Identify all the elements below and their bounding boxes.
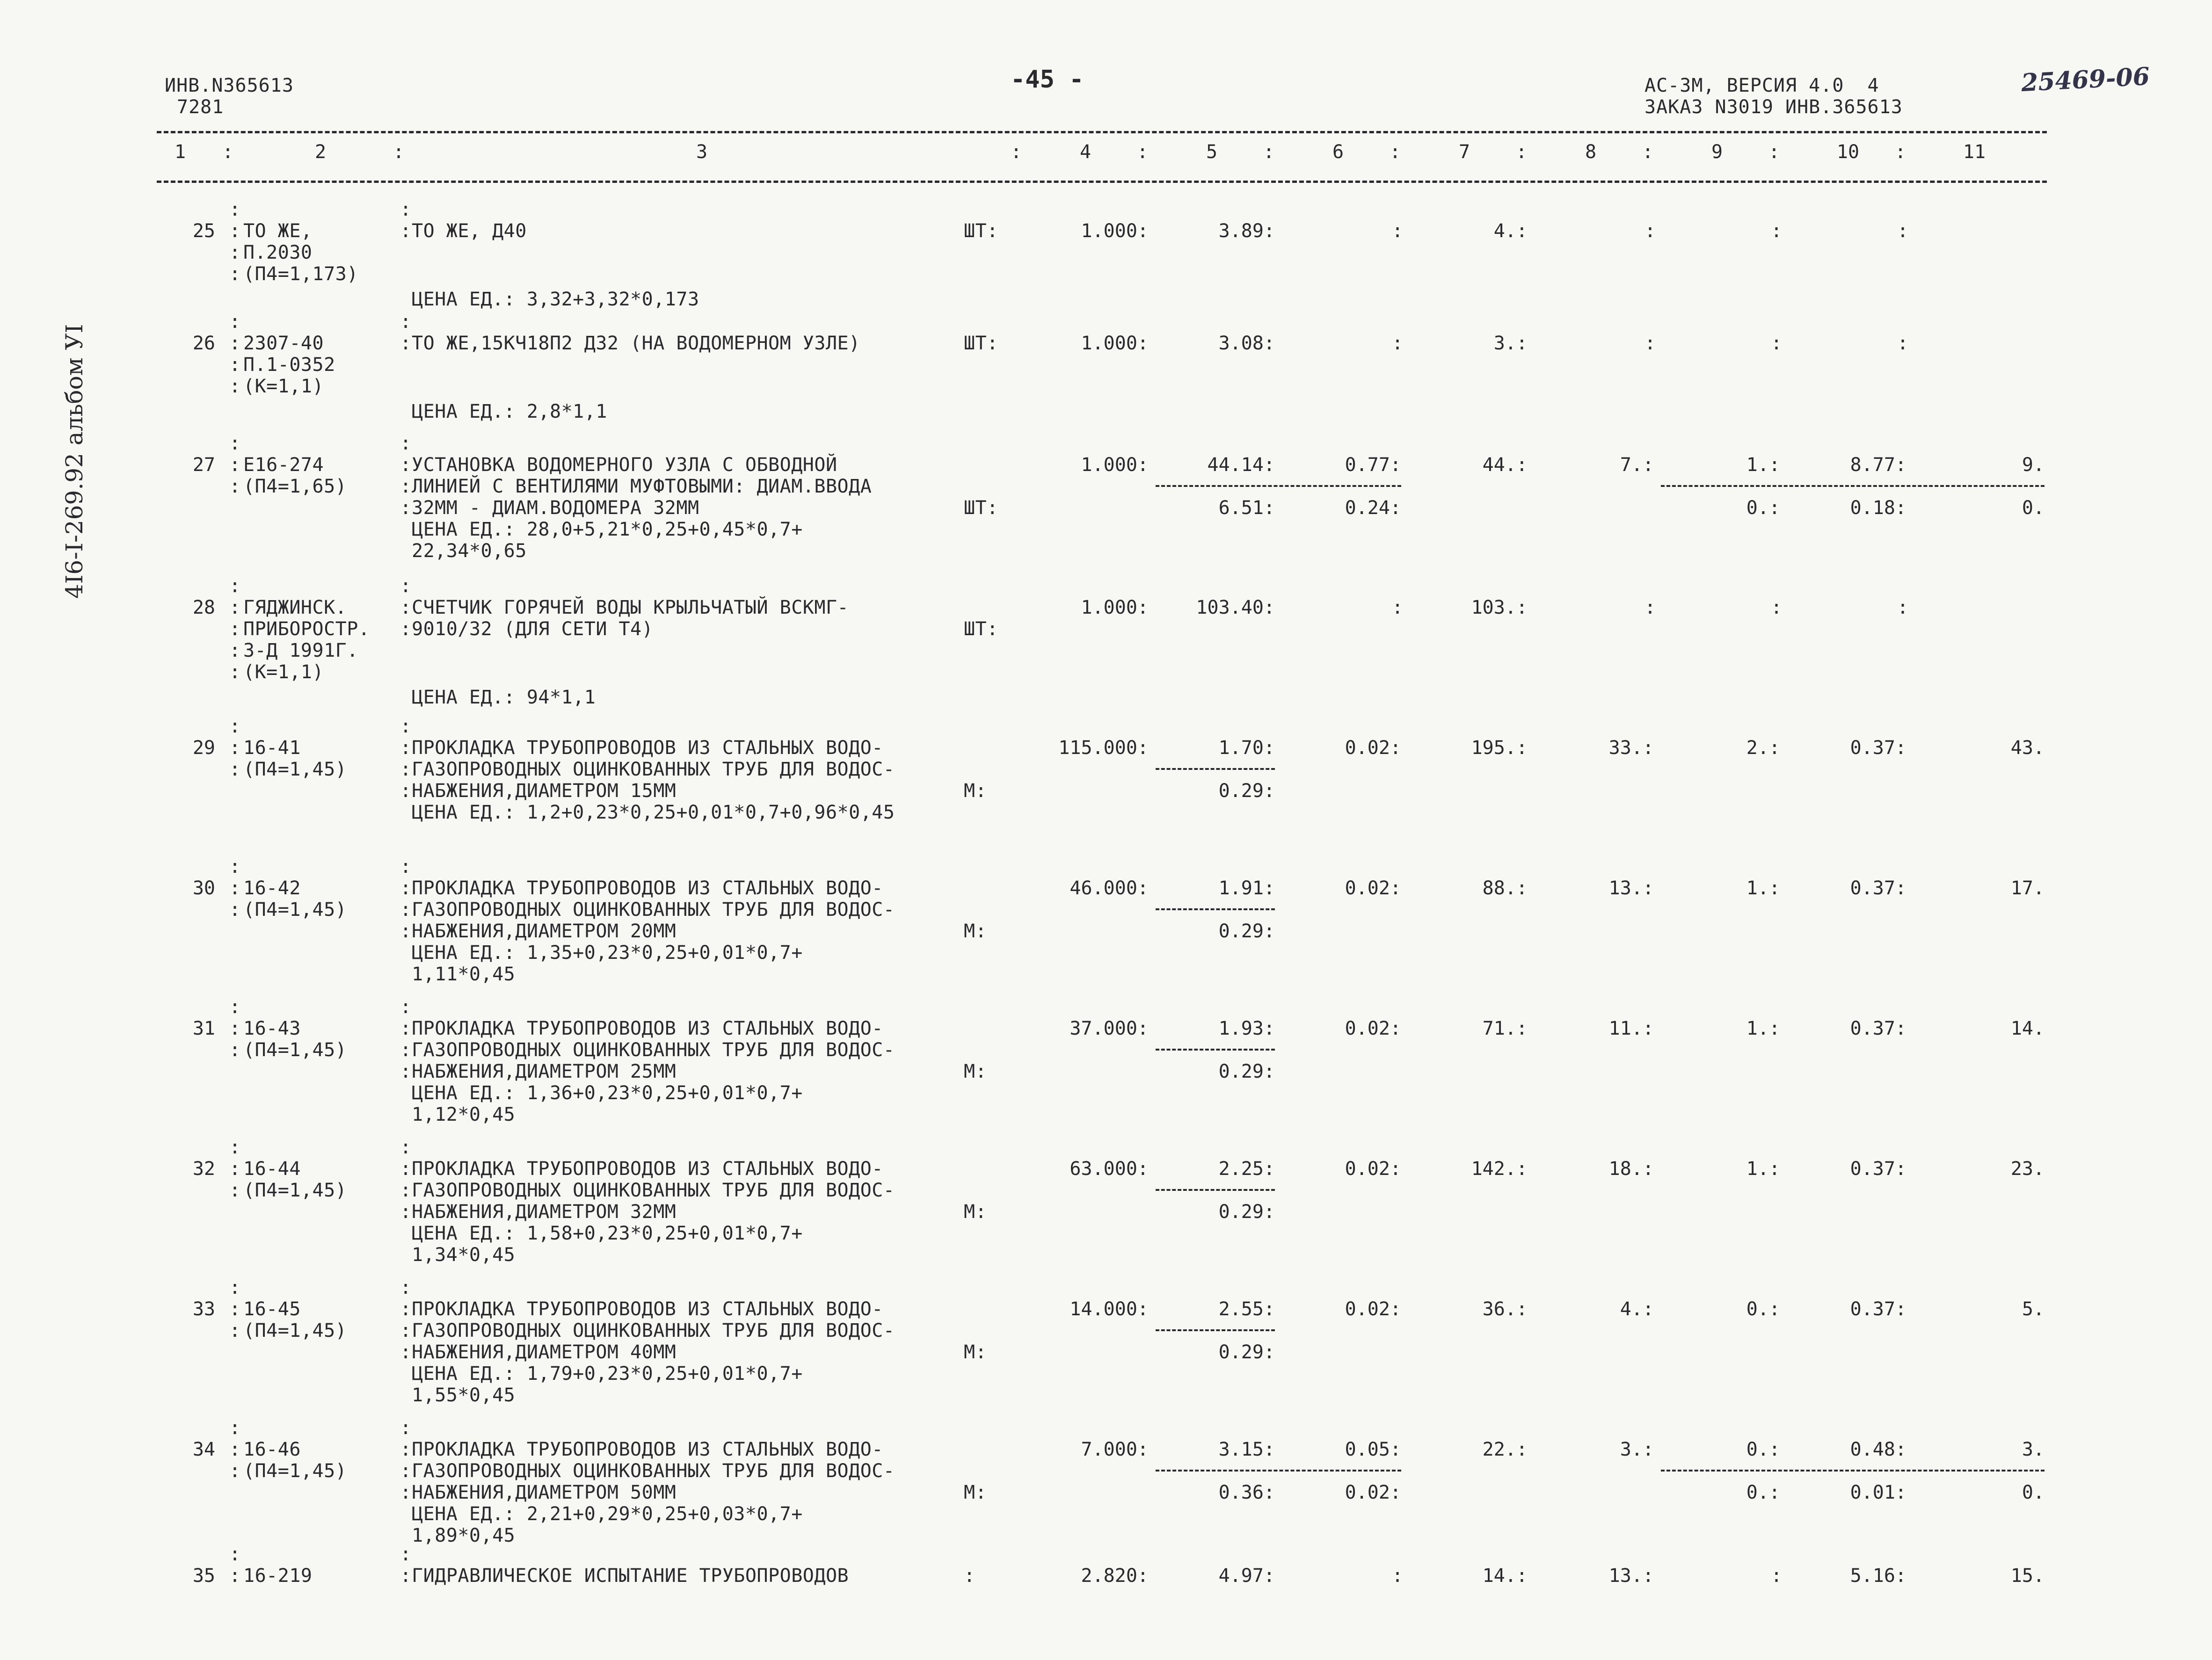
row-leading-colon: :	[229, 311, 241, 333]
unit-price-formula: ЦЕНА ЕД.: 2,21+0,29*0,25+0,03*0,7+ 1,89*0,45	[412, 1503, 803, 1546]
value-col-7: 44.:	[1482, 454, 1528, 476]
item-code: (П4=1,45)	[243, 1039, 347, 1061]
value-col-7: 14.:	[1482, 1565, 1528, 1587]
desc-colon: :	[400, 618, 412, 640]
value-col-6: 0.02:	[1345, 1158, 1401, 1180]
subtotal-dash-separator	[1156, 1049, 1275, 1051]
desc-colon: :	[400, 333, 412, 354]
item-description: ТО ЖЕ,15КЧ18П2 Д32 (НА ВОДОМЕРНОМ УЗЛЕ)	[412, 333, 860, 354]
item-code: 16-43	[243, 1018, 301, 1039]
secondary-value-col-5: 0.36:	[1218, 1482, 1275, 1503]
column-header-9: 9	[1711, 141, 1723, 163]
item-code: (П4=1,65)	[243, 476, 347, 497]
item-code: Е16-274	[243, 454, 324, 476]
secondary-value-col-5: 0.29:	[1218, 1061, 1275, 1082]
unit-of-measure: М:	[964, 1341, 987, 1363]
value-col-11: 43.	[2010, 737, 2045, 759]
item-description: НАБЖЕНИЯ,ДИАМЕТРОМ 40ММ	[412, 1341, 677, 1363]
item-description: СЧЕТЧИК ГОРЯЧЕЙ ВОДЫ КРЫЛЬЧАТЫЙ ВСКМГ-	[412, 597, 849, 618]
empty-cell-colon: :	[1771, 333, 1783, 354]
item-code: П.1-0352	[243, 354, 335, 376]
code-colon: :	[229, 1158, 241, 1180]
value-col-6: 0.05:	[1345, 1439, 1401, 1460]
unit-price-formula: ЦЕНА ЕД.: 2,8*1,1	[412, 401, 607, 422]
value-col-6: 0.77:	[1345, 454, 1401, 476]
value-col-5: 103.40:	[1196, 597, 1275, 618]
unit-of-measure: М:	[964, 921, 987, 942]
row-leading-colon: :	[229, 199, 241, 220]
value-col-11: 23.	[2010, 1158, 2045, 1180]
desc-colon: :	[400, 737, 412, 759]
value-col-8: 13.:	[1608, 877, 1654, 899]
code-colon: :	[229, 618, 241, 640]
value-col-5: 2.55:	[1218, 1298, 1275, 1320]
item-description: ПРОКЛАДКА ТРУБОПРОВОДОВ ИЗ СТАЛЬНЫХ ВОДО-	[412, 737, 883, 759]
desc-colon: :	[400, 1061, 412, 1082]
desc-colon: :	[400, 1039, 412, 1061]
item-description: ГАЗОПРОВОДНЫХ ОЦИНКОВАННЫХ ТРУБ ДЛЯ ВОДОС-	[412, 1320, 895, 1341]
column-separator: :	[1642, 141, 1654, 163]
item-description: ГАЗОПРОВОДНЫХ ОЦИНКОВАННЫХ ТРУБ ДЛЯ ВОДОС-	[412, 1180, 895, 1201]
value-col-5: 4.97:	[1218, 1565, 1275, 1587]
empty-cell-colon: :	[1771, 597, 1783, 618]
column-separator: :	[1390, 141, 1401, 163]
value-col-9: 0.:	[1746, 1439, 1780, 1460]
row-number: 35	[192, 1565, 215, 1587]
item-description: ПРОКЛАДКА ТРУБОПРОВОДОВ ИЗ СТАЛЬНЫХ ВОДО-	[412, 1158, 883, 1180]
value-col-9: 1.:	[1746, 1018, 1780, 1039]
item-code: 3-Д 1991Г.	[243, 640, 358, 661]
code-colon: :	[229, 1180, 241, 1201]
value-col-4: 7.000:	[1081, 1439, 1149, 1460]
item-code: 16-45	[243, 1298, 301, 1320]
code-colon: :	[229, 354, 241, 376]
value-col-4: 63.000:	[1070, 1158, 1149, 1180]
row-leading-colon: :	[400, 1544, 412, 1565]
desc-colon: :	[400, 1180, 412, 1201]
desc-colon: :	[400, 476, 412, 497]
unit-price-formula: ЦЕНА ЕД.: 1,58+0,23*0,25+0,01*0,7+ 1,34*0,45	[412, 1223, 803, 1266]
secondary-value-col-11: 0.	[2022, 497, 2045, 519]
inventory-number: ИНВ.N365613	[165, 75, 294, 96]
column-header-3: 3	[696, 141, 708, 163]
value-col-10: 0.37:	[1850, 877, 1906, 899]
desc-colon: :	[400, 921, 412, 942]
desc-colon: :	[400, 1298, 412, 1320]
item-code: (П4=1,45)	[243, 759, 347, 780]
empty-cell-colon: :	[1897, 333, 1909, 354]
item-description: ГАЗОПРОВОДНЫХ ОЦИНКОВАННЫХ ТРУБ ДЛЯ ВОДОС-	[412, 759, 895, 780]
value-col-7: 195.:	[1471, 737, 1528, 759]
empty-cell-colon: :	[1897, 597, 1909, 618]
value-col-7: 22.:	[1482, 1439, 1528, 1460]
empty-cell-colon: :	[1644, 220, 1656, 242]
desc-colon: :	[400, 1482, 412, 1503]
row-leading-colon: :	[400, 1137, 412, 1158]
value-col-9: 2.:	[1746, 737, 1780, 759]
item-description: НАБЖЕНИЯ,ДИАМЕТРОМ 32ММ	[412, 1201, 677, 1223]
desc-colon: :	[400, 780, 412, 802]
value-col-10: 5.16:	[1850, 1565, 1906, 1587]
empty-cell-colon: :	[1392, 1565, 1404, 1587]
item-code: 2307-40	[243, 333, 324, 354]
column-separator: :	[1011, 141, 1022, 163]
column-header-7: 7	[1458, 141, 1470, 163]
item-code: 16-46	[243, 1439, 301, 1460]
unit-price-formula: ЦЕНА ЕД.: 1,2+0,23*0,25+0,01*0,7+0,96*0,45	[412, 802, 895, 823]
item-code: (К=1,1)	[243, 376, 324, 397]
unit-of-measure: ШТ:	[964, 220, 998, 242]
unit-of-measure: ШТ:	[964, 333, 998, 354]
value-col-8: 13.:	[1608, 1565, 1654, 1587]
row-leading-colon: :	[400, 199, 412, 220]
empty-cell-colon: :	[1392, 220, 1404, 242]
item-code: (П4=1,45)	[243, 1320, 347, 1341]
subtotal-dash-separator	[1156, 1189, 1275, 1191]
item-description: НАБЖЕНИЯ,ДИАМЕТРОМ 50ММ	[412, 1482, 677, 1503]
value-col-5: 44.14:	[1207, 454, 1275, 476]
column-header-4: 4	[1079, 141, 1091, 163]
value-col-10: 0.37:	[1850, 1158, 1906, 1180]
secondary-value-col-5: 0.29:	[1218, 921, 1275, 942]
desc-colon: :	[400, 454, 412, 476]
column-header-1: 1	[174, 141, 186, 163]
row-leading-colon: :	[229, 856, 241, 877]
secondary-value-col-6: 0.02:	[1345, 1482, 1401, 1503]
row-number: 25	[192, 220, 215, 242]
unit-price-formula: ЦЕНА ЕД.: 3,32+3,32*0,173	[412, 289, 699, 310]
code-colon: :	[229, 1320, 241, 1341]
item-description: ЛИНИЕЙ С ВЕНТИЛЯМИ МУФТОВЫМИ: ДИАМ.ВВОДА	[412, 476, 872, 497]
value-col-8: 18.:	[1608, 1158, 1654, 1180]
item-code: 16-41	[243, 737, 301, 759]
value-col-8: 7.:	[1620, 454, 1654, 476]
value-col-4: 14.000:	[1070, 1298, 1149, 1320]
value-col-11: 14.	[2010, 1018, 2045, 1039]
row-number: 30	[192, 877, 215, 899]
value-col-7: 71.:	[1482, 1018, 1528, 1039]
code-colon: :	[229, 333, 241, 354]
row-number: 27	[192, 454, 215, 476]
value-col-5: 1.70:	[1218, 737, 1275, 759]
unit-of-measure: М:	[964, 780, 987, 802]
value-col-5: 1.91:	[1218, 877, 1275, 899]
subtotal-dash-separator	[1156, 485, 1401, 487]
unit-price-formula: ЦЕНА ЕД.: 1,79+0,23*0,25+0,01*0,7+ 1,55*0,45	[412, 1363, 803, 1406]
item-code: (П4=1,173)	[243, 263, 358, 285]
row-leading-colon: :	[229, 716, 241, 737]
value-col-9: 1.:	[1746, 454, 1780, 476]
value-col-11: 9.	[2022, 454, 2045, 476]
page-number: -45 -	[1011, 65, 1084, 94]
desc-colon: :	[400, 1565, 412, 1587]
secondary-value-col-5: 6.51:	[1218, 497, 1275, 519]
column-header-8: 8	[1585, 141, 1597, 163]
column-header-2: 2	[314, 141, 327, 163]
value-col-11: 5.	[2022, 1298, 2045, 1320]
item-description: ПРОКЛАДКА ТРУБОПРОВОДОВ ИЗ СТАЛЬНЫХ ВОДО-	[412, 877, 883, 899]
item-description: ПРОКЛАДКА ТРУБОПРОВОДОВ ИЗ СТАЛЬНЫХ ВОДО-	[412, 1298, 883, 1320]
item-description: НАБЖЕНИЯ,ДИАМЕТРОМ 15ММ	[412, 780, 677, 802]
value-col-4: 1.000:	[1081, 220, 1149, 242]
desc-colon: :	[400, 759, 412, 780]
row-leading-colon: :	[229, 1544, 241, 1565]
code-colon: :	[229, 1460, 241, 1482]
value-col-5: 3.08:	[1218, 333, 1275, 354]
item-description: ПРОКЛАДКА ТРУБОПРОВОДОВ ИЗ СТАЛЬНЫХ ВОДО-	[412, 1439, 883, 1460]
code-colon: :	[229, 1439, 241, 1460]
desc-colon: :	[400, 1018, 412, 1039]
desc-colon: :	[400, 899, 412, 921]
code-colon: :	[229, 1018, 241, 1039]
item-code: ГЯДЖИНСК.	[243, 597, 347, 618]
item-description: НАБЖЕНИЯ,ДИАМЕТРОМ 25ММ	[412, 1061, 677, 1082]
code-colon: :	[229, 1039, 241, 1061]
row-leading-colon: :	[400, 311, 412, 333]
value-col-4: 37.000:	[1070, 1018, 1149, 1039]
order-number: ЗАКАЗ N3019 ИНВ.365613	[1644, 96, 1903, 118]
value-col-4: 2.820:	[1081, 1565, 1149, 1587]
value-col-9: 0.:	[1746, 1298, 1780, 1320]
code-colon: :	[229, 597, 241, 618]
code-colon: :	[229, 640, 241, 661]
code-colon: :	[229, 899, 241, 921]
row-number: 33	[192, 1298, 215, 1320]
value-col-10: 0.37:	[1850, 1018, 1906, 1039]
row-leading-colon: :	[229, 575, 241, 597]
subtotal-dash-separator	[1156, 908, 1275, 910]
code-colon: :	[229, 661, 241, 683]
secondary-value-col-5: 0.29:	[1218, 1341, 1275, 1363]
value-col-4: 46.000:	[1070, 877, 1149, 899]
item-code: 16-42	[243, 877, 301, 899]
item-code: (П4=1,45)	[243, 1460, 347, 1482]
item-description: 32ММ - ДИАМ.ВОДОМЕРА 32ММ	[412, 497, 699, 519]
desc-colon: :	[400, 597, 412, 618]
empty-cell-colon: :	[1392, 597, 1404, 618]
item-code: (П4=1,45)	[243, 1180, 347, 1201]
item-code: ПРИБОРОСТР.	[243, 618, 370, 640]
secondary-value-col-5: 0.29:	[1218, 780, 1275, 802]
row-number: 29	[192, 737, 215, 759]
unit-of-measure: ШТ:	[964, 497, 998, 519]
row-leading-colon: :	[400, 433, 412, 454]
row-leading-colon: :	[229, 996, 241, 1018]
item-code: ТО ЖЕ,	[243, 220, 313, 242]
code-colon: :	[229, 476, 241, 497]
handwritten-doc-code: 25469-06	[2020, 62, 2151, 98]
row-leading-colon: :	[229, 1417, 241, 1439]
column-header-5: 5	[1206, 141, 1218, 163]
secondary-value-col-10: 0.01:	[1850, 1482, 1906, 1503]
unit-of-measure: М:	[964, 1061, 987, 1082]
code-colon: :	[229, 877, 241, 899]
item-description: ГИДРАВЛИЧЕСКОЕ ИСПЫТАНИЕ ТРУБОПРОВОДОВ	[412, 1565, 849, 1587]
empty-cell-colon: :	[1644, 333, 1656, 354]
row-number: 34	[192, 1439, 215, 1460]
item-description: НАБЖЕНИЯ,ДИАМЕТРОМ 20ММ	[412, 921, 677, 942]
column-separator: :	[1516, 141, 1528, 163]
row-leading-colon: :	[400, 996, 412, 1018]
empty-cell-colon: :	[1897, 220, 1909, 242]
value-col-6: 0.02:	[1345, 737, 1401, 759]
value-col-9: 1.:	[1746, 1158, 1780, 1180]
column-separator: :	[393, 141, 405, 163]
value-col-11: 17.	[2010, 877, 2045, 899]
program-version: АС-3М, ВЕРСИЯ 4.0 4	[1644, 75, 1879, 96]
code-colon: :	[229, 454, 241, 476]
item-description: УСТАНОВКА ВОДОМЕРНОГО УЗЛА С ОБВОДНОЙ	[412, 454, 837, 476]
value-col-7: 88.:	[1482, 877, 1528, 899]
row-leading-colon: :	[400, 856, 412, 877]
value-col-7: 4.:	[1493, 220, 1528, 242]
desc-colon: :	[400, 1158, 412, 1180]
code-colon: :	[229, 220, 241, 242]
unit-of-measure: ШТ:	[964, 618, 998, 640]
value-col-5: 1.93:	[1218, 1018, 1275, 1039]
row-leading-colon: :	[400, 1417, 412, 1439]
value-col-6: 0.02:	[1345, 1018, 1401, 1039]
value-col-10: 0.37:	[1850, 737, 1906, 759]
column-separator: :	[1137, 141, 1149, 163]
value-col-8: 4.:	[1620, 1298, 1654, 1320]
row-leading-colon: :	[400, 575, 412, 597]
item-code: (П4=1,45)	[243, 899, 347, 921]
column-header-11: 11	[1963, 141, 1986, 163]
column-header-10: 10	[1836, 141, 1860, 163]
desc-colon: :	[400, 497, 412, 519]
value-col-7: 103.:	[1471, 597, 1528, 618]
value-col-5: 2.25:	[1218, 1158, 1275, 1180]
value-col-10: 0.37:	[1850, 1298, 1906, 1320]
row-number: 26	[192, 333, 215, 354]
empty-cell-colon: :	[1392, 333, 1404, 354]
unit-price-formula: ЦЕНА ЕД.: 1,36+0,23*0,25+0,01*0,7+ 1,12*0,45	[412, 1082, 803, 1125]
subtotal-dash-separator	[1156, 1470, 1401, 1472]
secondary-value-col-9: 0.:	[1746, 497, 1780, 519]
album-side-label: 4I6-I-269.92 альбом УI	[61, 324, 88, 599]
column-separator: :	[1895, 141, 1906, 163]
desc-colon: :	[400, 1201, 412, 1223]
item-description: ГАЗОПРОВОДНЫХ ОЦИНКОВАННЫХ ТРУБ ДЛЯ ВОДОС-	[412, 899, 895, 921]
secondary-value-col-10: 0.18:	[1850, 497, 1906, 519]
empty-cell-colon: :	[1771, 220, 1783, 242]
row-leading-colon: :	[400, 1277, 412, 1298]
value-col-4: 1.000:	[1081, 597, 1149, 618]
item-code: 16-219	[243, 1565, 313, 1587]
column-separator: :	[1768, 141, 1780, 163]
value-col-8: 3.:	[1620, 1439, 1654, 1460]
value-col-5: 3.89:	[1218, 220, 1275, 242]
desc-colon: :	[400, 1439, 412, 1460]
row-leading-colon: :	[229, 1137, 241, 1158]
secondary-value-col-5: 0.29:	[1218, 1201, 1275, 1223]
secondary-value-col-11: 0.	[2022, 1482, 2045, 1503]
unit-of-measure: М:	[964, 1201, 987, 1223]
secondary-value-col-6: 0.24:	[1345, 497, 1401, 519]
row-number: 31	[192, 1018, 215, 1039]
value-col-5: 3.15:	[1218, 1439, 1275, 1460]
item-description: ГАЗОПРОВОДНЫХ ОЦИНКОВАННЫХ ТРУБ ДЛЯ ВОДОС-	[412, 1460, 895, 1482]
code-colon: :	[229, 759, 241, 780]
row-leading-colon: :	[229, 433, 241, 454]
value-col-9: 1.:	[1746, 877, 1780, 899]
row-leading-colon: :	[400, 716, 412, 737]
unit-price-formula: ЦЕНА ЕД.: 94*1,1	[412, 687, 596, 708]
subtotal-dash-separator	[1661, 1470, 2045, 1472]
sheet-sub-number: 7281	[177, 96, 224, 118]
subtotal-dash-separator	[1661, 485, 2045, 487]
row-number: 28	[192, 597, 215, 618]
value-col-7: 142.:	[1471, 1158, 1528, 1180]
value-col-6: 0.02:	[1345, 877, 1401, 899]
row-leading-colon: :	[229, 1277, 241, 1298]
subtotal-dash-separator	[1156, 768, 1275, 770]
desc-colon: :	[400, 220, 412, 242]
empty-cell-colon: :	[1771, 1565, 1783, 1587]
item-description: ТО ЖЕ, Д40	[412, 220, 527, 242]
empty-cell-colon: :	[1644, 597, 1656, 618]
item-code: 16-44	[243, 1158, 301, 1180]
unit-of-measure: М:	[964, 1482, 987, 1503]
value-col-10: 8.77:	[1850, 454, 1906, 476]
subtotal-dash-separator	[1156, 1329, 1275, 1331]
item-description: ГАЗОПРОВОДНЫХ ОЦИНКОВАННЫХ ТРУБ ДЛЯ ВОДОС-	[412, 1039, 895, 1061]
value-col-6: 0.02:	[1345, 1298, 1401, 1320]
secondary-value-col-9: 0.:	[1746, 1482, 1780, 1503]
value-col-4: 1.000:	[1081, 454, 1149, 476]
row-number: 32	[192, 1158, 215, 1180]
value-col-8: 33.:	[1608, 737, 1654, 759]
item-code: (К=1,1)	[243, 661, 324, 683]
item-description: 9010/32 (ДЛЯ СЕТИ Т4)	[412, 618, 654, 640]
value-col-7: 3.:	[1493, 333, 1528, 354]
code-colon: :	[229, 1565, 241, 1587]
unit-price-formula: ЦЕНА ЕД.: 1,35+0,23*0,25+0,01*0,7+ 1,11*0,45	[412, 942, 803, 985]
unit-of-measure: :	[964, 1565, 975, 1587]
item-description: ПРОКЛАДКА ТРУБОПРОВОДОВ ИЗ СТАЛЬНЫХ ВОДО-	[412, 1018, 883, 1039]
code-colon: :	[229, 263, 241, 285]
value-col-4: 115.000:	[1058, 737, 1149, 759]
column-separator: :	[222, 141, 234, 163]
desc-colon: :	[400, 1341, 412, 1363]
desc-colon: :	[400, 1460, 412, 1482]
value-col-11: 3.	[2022, 1439, 2045, 1460]
unit-price-formula: ЦЕНА ЕД.: 28,0+5,21*0,25+0,45*0,7+ 22,34*0,65	[412, 519, 803, 562]
value-col-10: 0.48:	[1850, 1439, 1906, 1460]
value-col-7: 36.:	[1482, 1298, 1528, 1320]
desc-colon: :	[400, 1320, 412, 1341]
column-header-6: 6	[1332, 141, 1344, 163]
code-colon: :	[229, 242, 241, 263]
code-colon: :	[229, 1298, 241, 1320]
code-colon: :	[229, 737, 241, 759]
item-code: П.2030	[243, 242, 313, 263]
column-separator: :	[1263, 141, 1275, 163]
value-col-11: 15.	[2010, 1565, 2045, 1587]
desc-colon: :	[400, 877, 412, 899]
value-col-4: 1.000:	[1081, 333, 1149, 354]
code-colon: :	[229, 376, 241, 397]
value-col-8: 11.:	[1608, 1018, 1654, 1039]
